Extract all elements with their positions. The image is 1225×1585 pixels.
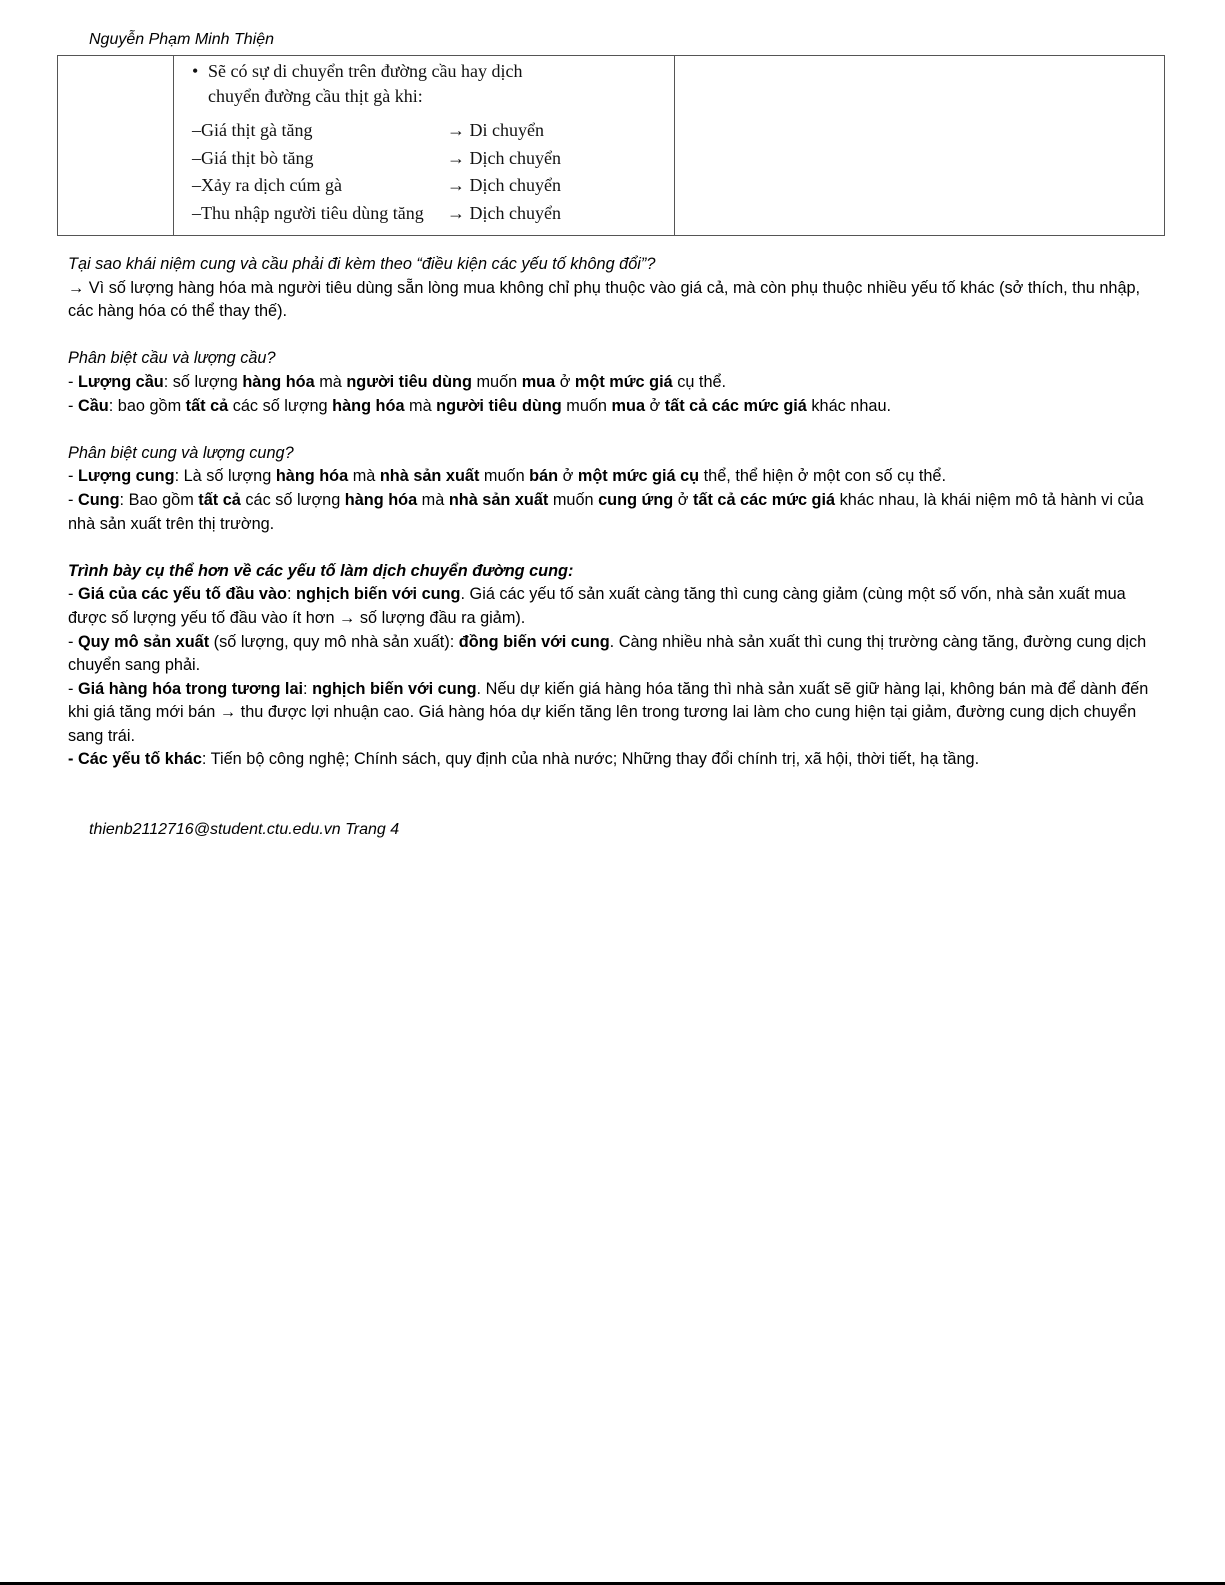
q1-answer: → Vì số lượng hàng hóa mà người tiêu dùng sẵn lòng mua không chỉ phụ thuộc vào giá cả, mà còn phụ thuộc nhiều yếu tố khác (sở thích, thu nhập, các hàng hóa có thể thay thế). (68, 278, 1141, 321)
footer-page-number: Trang 4 (345, 821, 400, 838)
bullet-line-2: chuyển đường cầu thịt gà khi: (208, 86, 423, 106)
footer-email: thienb2112716@student.ctu.edu.vn (89, 821, 341, 838)
cause-effect-list (192, 117, 674, 227)
def-cung: - Cung: Bao gồm tất cả các số lượng hàng hóa mà nhà sản xuất muốn cung ứng ở tất cả các mức giá khác nhau, là khái niệm mô tả hành vi của nhà sản xuất trên thị trường. (68, 490, 1144, 533)
cause-text: –Giá thịt bò tăng (192, 147, 314, 168)
cause-text: –Giá thịt gà tăng (192, 120, 313, 140)
q2-question: Phân biệt cầu và lượng cầu? (68, 349, 276, 368)
table-cell-empty-right (675, 56, 1165, 236)
factor-production-scale: - Quy mô sản xuất (số lượng, quy mô nhà sản xuất): đồng biến với cung. Càng nhiều nhà sản xuất thì cung thị trường càng tăng, đường cung dịch chuyển sang phải. (68, 632, 1147, 675)
table-cell-empty-left (58, 56, 174, 236)
effect-text: → Di chuyển (447, 120, 544, 140)
list-item (192, 200, 674, 228)
list-item (192, 117, 674, 145)
bullet-line-1: Sẽ có sự di chuyển trên đường cầu hay dịch (208, 61, 523, 81)
def-luong-cau: - Lượng cầu: số lượng hàng hóa mà người tiêu dùng muốn mua ở một mức giá cụ thể. (68, 372, 727, 391)
cause-text: –Thu nhập người tiêu dùng tăng (192, 202, 424, 223)
q4-question: Trình bày cụ thể hơn về các yếu tố làm dịch chuyển đường cung: (68, 561, 574, 580)
q1-question: Tại sao khái niệm cung và cầu phải đi kèm theo “điều kiện các yếu tố không đổi”? (68, 255, 656, 273)
def-luong-cung: - Lượng cung: Là số lượng hàng hóa mà nhà sản xuất muốn bán ở một mức giá cụ thể, thể hiện ở một con số cụ thể. (68, 467, 947, 486)
list-item (192, 145, 674, 173)
factor-future-price: - Giá hàng hóa trong tương lai: nghịch biến với cung. Nếu dự kiến giá hàng hóa tăng thì nhà sản xuất sẽ giữ hàng lại, không bán mà để dành đến khi giá tăng mới bán → thu được lợi nhuận cao. Giá hàng hóa dự kiến tăng lên trong tương lai làm cho cung hiện tại giảm, đường cung dịch chuyển sang trái. (68, 679, 1149, 745)
header-author: Nguyễn Phạm Minh Thiện (89, 31, 274, 48)
bullet-item (192, 59, 674, 109)
effect-text: → Dịch chuyển (447, 147, 561, 168)
factor-input-price: - Giá của các yếu tố đầu vào: nghịch biến với cung. Giá các yếu tố sản xuất càng tăng thì cung càng giảm (cùng một số vốn, nhà sản xuất mua được số lượng yếu tố đầu vào ít hơn → số lượng đầu ra giảm). (68, 585, 1126, 627)
effect-text: → Dịch chuyển (447, 202, 561, 223)
notes-table (57, 55, 1165, 236)
list-item (192, 172, 674, 200)
effect-text: → Dịch chuyển (447, 175, 561, 195)
table-cell-content (174, 56, 675, 236)
bullet-dot-icon: • (192, 61, 199, 81)
cause-text: –Xảy ra dịch cúm gà (192, 175, 342, 195)
def-cau: - Cầu: bao gồm tất cả các số lượng hàng hóa mà người tiêu dùng muốn mua ở tất cả các mức giá khác nhau. (68, 396, 892, 415)
page-footer (89, 821, 399, 839)
q3-question: Phân biệt cung và lượng cung? (68, 443, 294, 462)
factor-other: - Các yếu tố khác: Tiến bộ công nghệ; Chính sách, quy định của nhà nước; Những thay đổi chính trị, xã hội, thời tiết, hạ tầng. (68, 750, 980, 769)
document-body (68, 253, 1158, 772)
